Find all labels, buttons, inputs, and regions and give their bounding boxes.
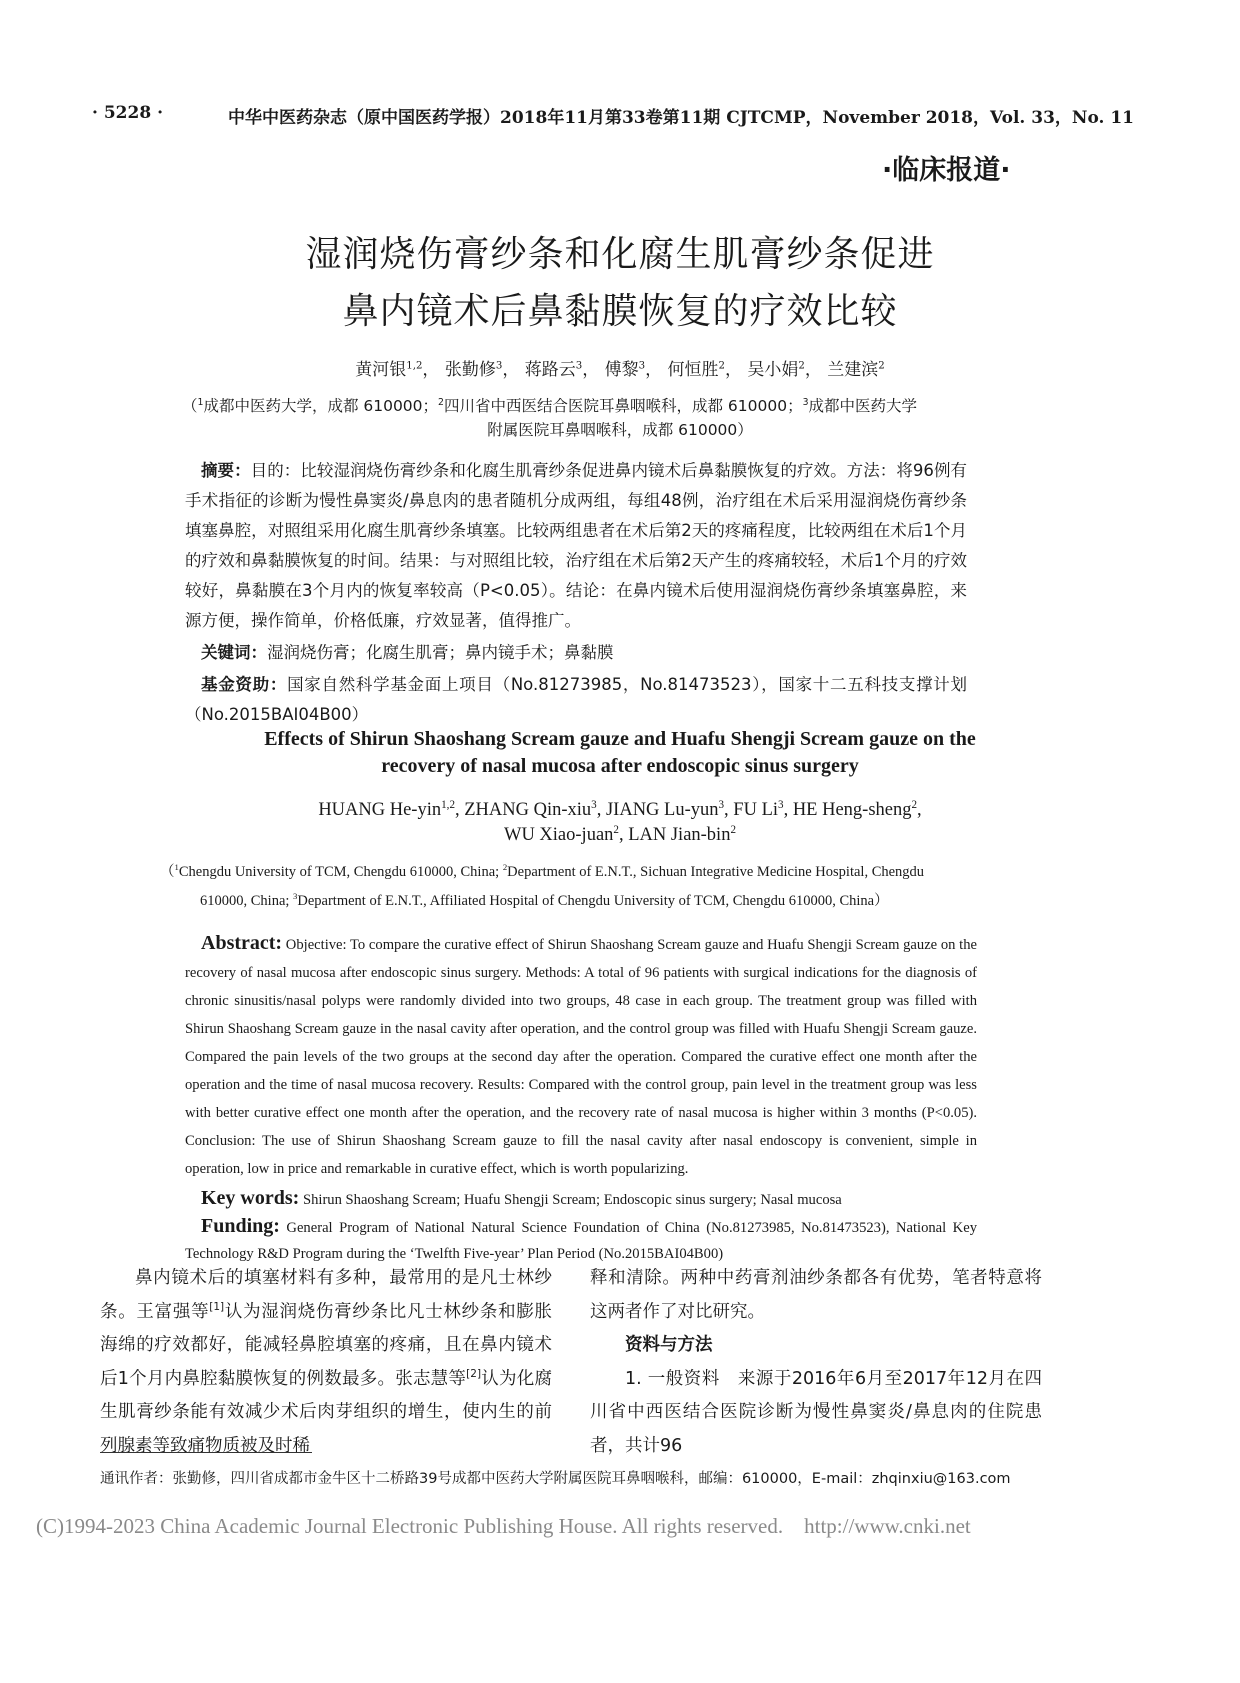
- author-cn: 兰建滨$^2$: [827, 360, 885, 380]
- keywords-en-label: Key words:: [201, 1187, 300, 1209]
- affiliations-en-line1: （$^1$Chengdu University of TCM, Chengdu 610000, China; $^2$Department of E.N.T., Sichuan Integrative Medicine Hospital, Chengdu: [160, 862, 925, 880]
- title-cn-line1: 湿润烧伤膏纱条和化腐生肌膏纱条促进: [305, 234, 935, 275]
- authors-cn: 黄河银$^{1,2}$， 张勤修$^3$， 蒋路云$^3$， 傅黎$^3$， 何恒胜$^2$， 吴小娟$^2$， 兰建滨$^2$: [355, 360, 885, 380]
- section-tag: ·临床报道·: [882, 155, 1011, 186]
- author-cn: 何恒胜$^2$: [667, 360, 725, 380]
- funding-cn-text: 国家自然科学基金面上项目（No.81273985，No.81473523），国家十二五科技支撑计划（No.2015BAI04B00）: [185, 675, 968, 724]
- title-en-line2: recovery of nasal mucosa after endoscopic sinus surgery: [381, 755, 859, 777]
- body-left-column: 鼻内镜术后的填塞材料有多种，最常用的是凡士林纱条。王富强等[1]认为湿润烧伤膏纱条比凡士林纱条和膨胀海绵的疗效都好，能减轻鼻腔填塞的疼痛，且在鼻内镜术后1个月内鼻腔黏膜恢复的例数最多。张志慧等[2]认为化腐生肌膏纱条能有效减少术后肉芽组织的增生，使内生的前列腺素等致痛物质被及时稀: [100, 1268, 553, 1456]
- footnote: 通讯作者：张勤修，四川省成都市金牛区十二桥路39号成都中医药大学附属医院耳鼻咽喉科，邮编：610000，E-mail：zhqinxiu@163.com: [100, 1471, 1011, 1487]
- author-cn: 张勤修$^3$: [444, 360, 503, 380]
- author-en: HE Heng-sheng$^2$: [792, 798, 918, 820]
- author-en: WU Xiao-juan$^2$: [503, 823, 619, 845]
- author-cn: 傅黎$^3$: [604, 360, 646, 380]
- abstract-cn-label: 摘要：: [201, 461, 251, 480]
- author-en: LAN Jian-bin$^2$: [628, 823, 736, 845]
- author-cn: 蒋路云$^3$: [524, 360, 583, 380]
- affiliations-cn-line1: （$^1$成都中医药大学，成都 610000；$^2$四川省中西医结合医院耳鼻咽喉科，成都 610000；$^3$成都中医药大学: [182, 396, 918, 415]
- keywords-en-text: Shirun Shaoshang Scream; Huafu Shengji Scream; Endoscopic sinus surgery; Nasal mucosa: [299, 1192, 842, 1208]
- body-right-para1: 释和清除。两种中药膏剂油纱条都各有优势，笔者特意将这两者作了对比研究。: [590, 1268, 1042, 1322]
- title-en-line1: Effects of Shirun Shaoshang Scream gauze and Huafu Shengji Scream gauze on the: [264, 728, 976, 750]
- affiliations-en-line2: 610000, China; $^3$Department of E.N.T., Affiliated Hospital of Chengdu University of TCM, Chengdu 610000, China）: [200, 891, 889, 909]
- funding-en-label: Funding:: [201, 1215, 280, 1237]
- authors-en-line1: HUANG He-yin$^{1,2}$, ZHANG Qin-xiu$^3$, JIANG Lu-yun$^3$, FU Li$^3$, HE Heng-sheng$^2$,: [318, 798, 922, 820]
- journal-header: 中华中医药杂志（原中国医药学报）2018年11月第33卷第11期 CJTCMP，November 2018，Vol. 33，No. 11: [228, 108, 1135, 128]
- keywords-cn-label: 关键词：: [201, 643, 267, 662]
- abstract-cn-text: 目的：比较湿润烧伤膏纱条和化腐生肌膏纱条促进鼻内镜术后鼻黏膜恢复的疗效。方法：将96例有手术指征的诊断为慢性鼻窦炎/鼻息肉的患者随机分成两组，每组48例，治疗组在术后采用湿润烧伤膏纱条填塞鼻腔，对照组采用化腐生肌膏纱条填塞。比较两组患者在术后第2天的疼痛程度，比较两组在术后1个月的疗效和鼻黏膜恢复的时间。结果：与对照组比较，治疗组在术后第2天产生的疼痛较轻，术后1个月的疗效较好，鼻黏膜在3个月内的恢复率较高（P<0.05）。结论：在鼻内镜术后使用湿润烧伤膏纱条填塞鼻腔，来源方便，操作简单，价格低廉，疗效显著，值得推广。: [185, 461, 968, 630]
- body-right-para2: 1. 一般资料 来源于2016年6月至2017年12月在四川省中西医结合医院诊断为慢性鼻窦炎/鼻息肉的住院患者，共计96: [590, 1368, 1042, 1456]
- affiliations-cn-line2: 附属医院耳鼻咽喉科，成都 610000）: [487, 421, 753, 439]
- author-cn: 黄河银$^{1,2}$: [355, 360, 423, 380]
- ref-1: [1]: [209, 1300, 225, 1313]
- section-heading: 资料与方法: [625, 1335, 713, 1355]
- copyright-line: (C)1994-2023 China Academic Journal Electronic Publishing House. All rights reserved. http://www.cnki.net: [36, 1514, 971, 1538]
- abstract-en-text: Objective: To compare the curative effect of Shirun Shaoshang Scream gauze and Huafu Shengji Scream gauze on the recovery of nasal mucosa after endoscopic sinus surgery. Methods: A total of 96 patients with surgical indications for the diagnosis of chronic sinusitis/nasal polyps were randomly divided into two groups, 48 case in each group. The treatment group was filled with Shirun Shaoshang Scream gauze in the nasal cavity after operation, and the control group was filled with Huafu Shengji Scream gauze. Compared the pain levels of the two groups at the second day after the operation. Compared the curative effect one month after the operation and the time of nasal mucosa recovery. Results: Compared with the control group, pain level in the treatment group was less with better curative effect one month after the operation, and the recovery rate of nasal mucosa is higher within 3 months (P<0.05). Conclusion: The use of Shirun Shaoshang Scream gauze to fill the nasal cavity after nasal endoscopy is convenient, simple in operation, low in price and remarkable in curative effect, which is worth popularizing.: [185, 937, 977, 1177]
- funding-cn-label: 基金资助：: [201, 675, 288, 694]
- authors-en-line2: WU Xiao-juan$^2$, LAN Jian-bin$^2$: [503, 823, 736, 845]
- footnote-rule: [100, 1452, 312, 1453]
- page-number: · 5228 ·: [92, 103, 163, 123]
- author-cn: 吴小娟$^2$: [747, 360, 805, 380]
- author-en: HUANG He-yin$^{1,2}$: [318, 798, 455, 820]
- abstract-en-label: Abstract:: [201, 932, 283, 954]
- body-right-column: [590, 1262, 1042, 1463]
- title-cn-line2: 鼻内镜术后鼻黏膜恢复的疗效比较: [342, 291, 898, 332]
- author-en: ZHANG Qin-xiu$^3$: [464, 798, 597, 820]
- author-en: FU Li$^3$: [733, 798, 784, 820]
- keywords-cn-text: 湿润烧伤膏；化腐生肌膏；鼻内镜手术；鼻黏膜: [267, 643, 614, 662]
- abstract-en: [185, 929, 977, 1267]
- author-en: JIANG Lu-yun$^3$: [605, 798, 725, 820]
- funding-en-text: General Program of National Natural Science Foundation of China (No.81273985, No.81473523), National Key Technology R&D Program during the ‘Twelfth Five-year’ Plan Period (No.2015BAI04B00): [185, 1220, 977, 1262]
- ref-2: [2]: [466, 1367, 482, 1380]
- abstract-cn: [185, 456, 967, 730]
